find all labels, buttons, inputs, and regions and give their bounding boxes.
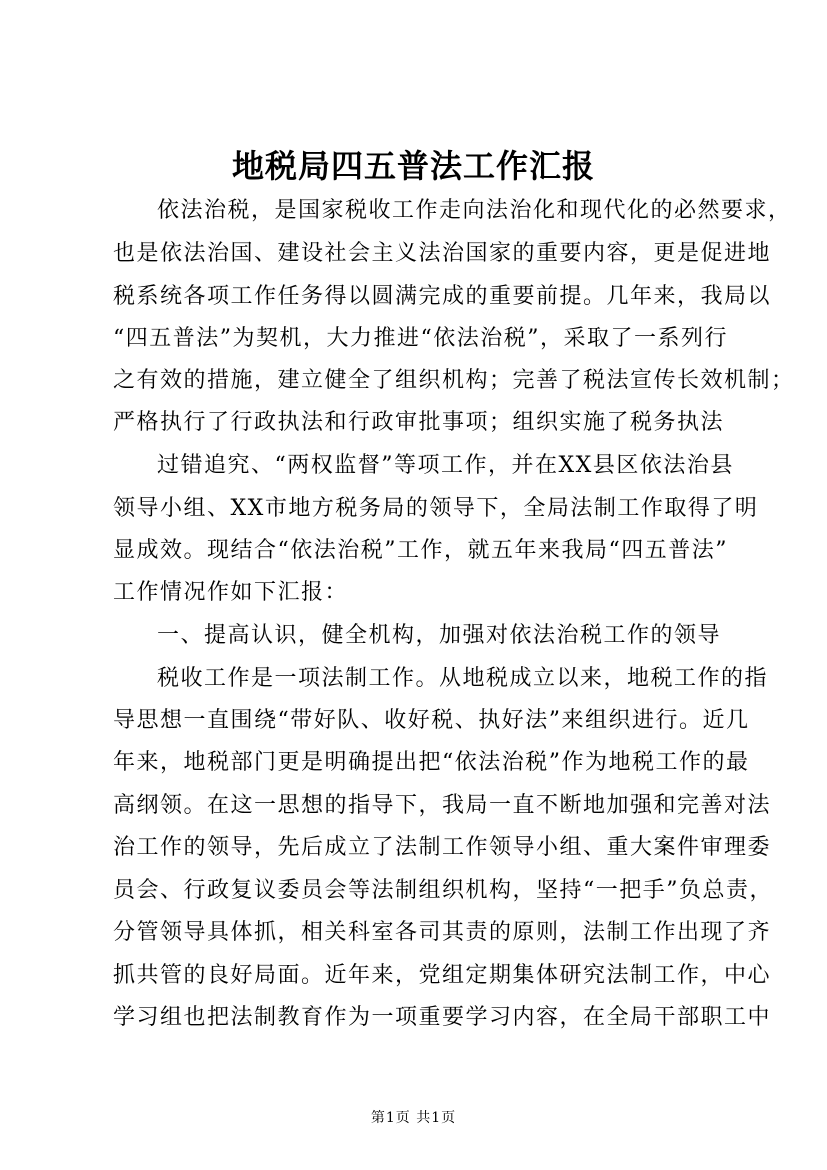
paragraph-line: 也是依法治国、建设社会主义法治国家的重要内容，更是促进地 (113, 241, 772, 266)
section-heading: 一、提高认识，健全机构，加强对依法治税工作的领导 (157, 623, 722, 648)
paragraph-line: 治工作的领导，先后成立了法制工作领导小组、重大案件审理委 (113, 835, 772, 860)
paragraph-line: 分管领导具体抓，相关科室各司其责的原则，法制工作出现了齐 (113, 920, 772, 945)
paragraph-line: 高纲领。在这一思想的指导下，我局一直不断地加强和完善对法 (113, 793, 772, 818)
paragraph-line: 员会、行政复议委员会等法制组织机构，坚持“一把手”负总责， (113, 878, 773, 903)
paragraph-line: 导思想一直围绕“带好队、收好税、执好法”来组织进行。近几 (113, 708, 750, 733)
paragraph-line: 学习组也把法制教育作为一项重要学习内容，在全局干部职工中 (113, 1005, 772, 1030)
paragraph-line: “四五普法”为契机，大力推进“依法治税”，采取了一系列行 (113, 326, 728, 351)
page-footer: 第1页 共1页 (370, 1110, 457, 1126)
paragraph-line: 之有效的措施，建立健全了组织机构；完善了税法宣传长效机制； (113, 368, 795, 393)
paragraph-line: 严格执行了行政执法和行政审批事项；组织实施了税务执法 (113, 410, 725, 435)
paragraph-line: 依法治税，是国家税收工作走向法治化和现代化的必然要求， (157, 198, 792, 223)
paragraph-line: 税系统各项工作任务得以圆满完成的重要前提。几年来，我局以 (113, 284, 772, 309)
paragraph-line: 领导小组、XX市地方税务局的领导下，全局法制工作取得了明 (113, 496, 759, 521)
paragraph-line: 显成效。现结合“依法治税”工作，就五年来我局“四五普法” (113, 538, 728, 563)
paragraph-line: 税收工作是一项法制工作。从地税成立以来，地税工作的指 (157, 666, 769, 691)
paragraph-line: 工作情况作如下汇报： (113, 580, 349, 605)
paragraph-line: 抓共管的良好局面。近年来，党组定期集体研究法制工作，中心 (113, 963, 772, 988)
paragraph-line: 年来，地税部门更是明确提出把“依法治税”作为地税工作的最 (113, 750, 750, 775)
paragraph-line: 过错追究、“两权监督”等项工作，并在XX县区依法治县 (157, 453, 734, 478)
document-title: 地税局四五普法工作汇报 (231, 147, 595, 185)
